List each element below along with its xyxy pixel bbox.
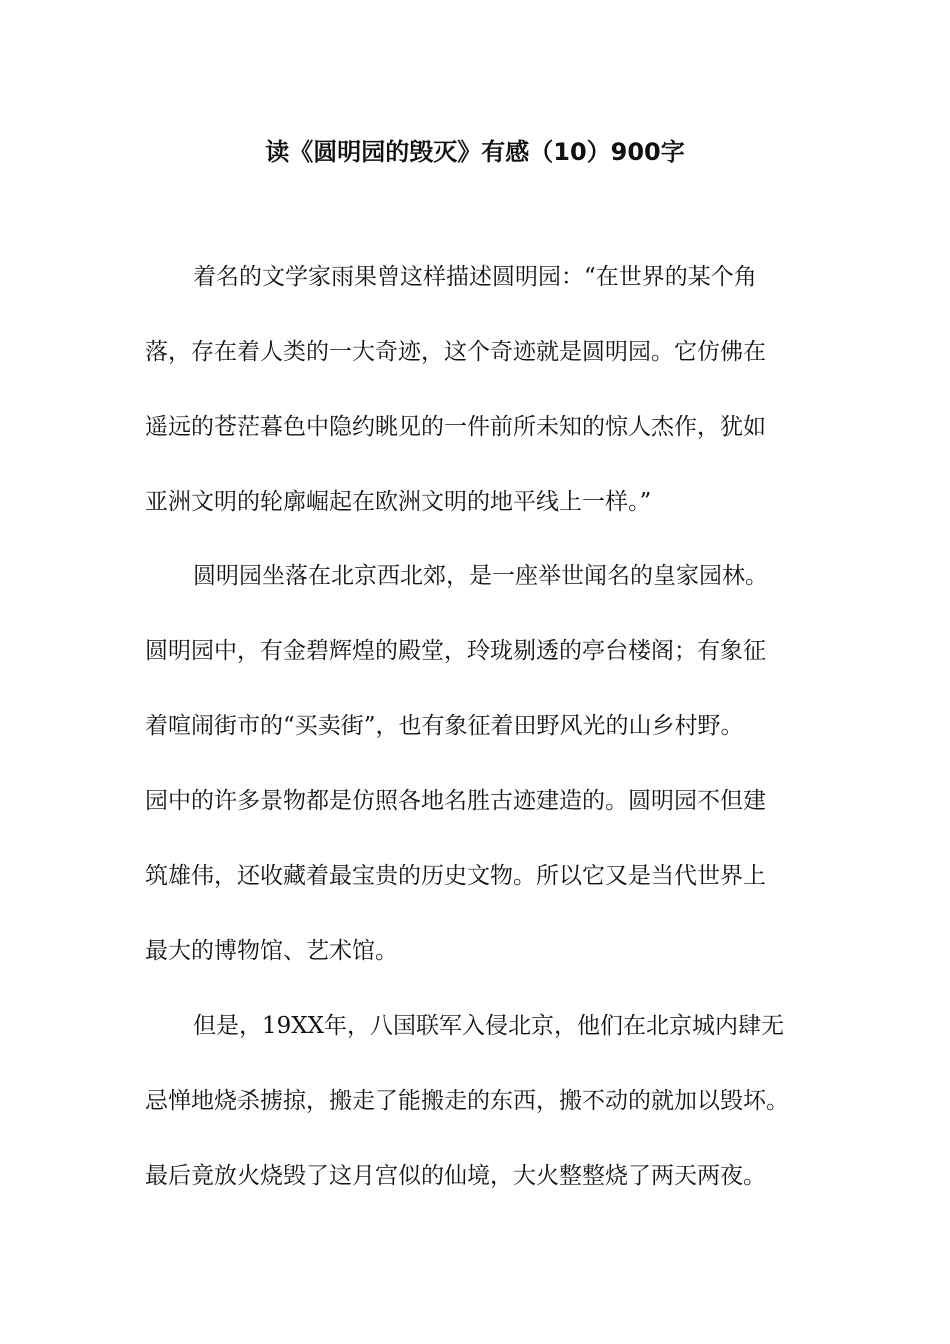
paragraph-1-line-3: 遥远的苍茫暮色中隐约眺见的一件前所未知的惊人杰作，犹如: [145, 414, 766, 440]
paragraph-3-line-3: 最后竟放火烧毁了这月宫似的仙境，大火整整烧了两天两夜。: [145, 1163, 766, 1189]
paragraph-1-line-4: 亚洲文明的轮廓崛起在欧洲文明的地平线上一样。”: [145, 489, 652, 515]
paragraph-2-line-6: 最大的博物馆、艺术馆。: [145, 938, 398, 964]
document-title: 读《圆明园的毁灭》有感（10）900字: [265, 138, 685, 166]
paragraph-2-line-5: 筑雄伟，还收藏着最宝贵的历史文物。所以它又是当代世界上: [145, 863, 766, 889]
paragraph-1-line-1: 着名的文学家雨果曾这样描述圆明园：“在世界的某个角: [193, 264, 757, 290]
paragraph-3-line-2: 忌惮地烧杀掳掠，搬走了能搬走的东西，搬不动的就加以毁坏。: [145, 1088, 789, 1114]
paragraph-2-line-4: 园中的许多景物都是仿照各地名胜古迹建造的。圆明园不但建: [145, 788, 766, 814]
paragraph-1-line-2: 落，存在着人类的一大奇迹，这个奇迹就是圆明园。它仿佛在: [145, 339, 766, 365]
paragraph-3-line-1: 但是，19XX年，八国联军入侵北京，他们在北京城内肆无: [193, 1013, 785, 1039]
paragraph-2-line-1: 圆明园坐落在北京西北郊，是一座举世闻名的皇家园林。: [193, 563, 768, 589]
paragraph-2-line-3: 着喧闹街市的“买卖街”，也有象征着田野风光的山乡村野。: [145, 713, 744, 739]
paragraph-2-line-2: 圆明园中，有金碧辉煌的殿堂，玲珑剔透的亭台楼阁；有象征: [145, 638, 766, 664]
